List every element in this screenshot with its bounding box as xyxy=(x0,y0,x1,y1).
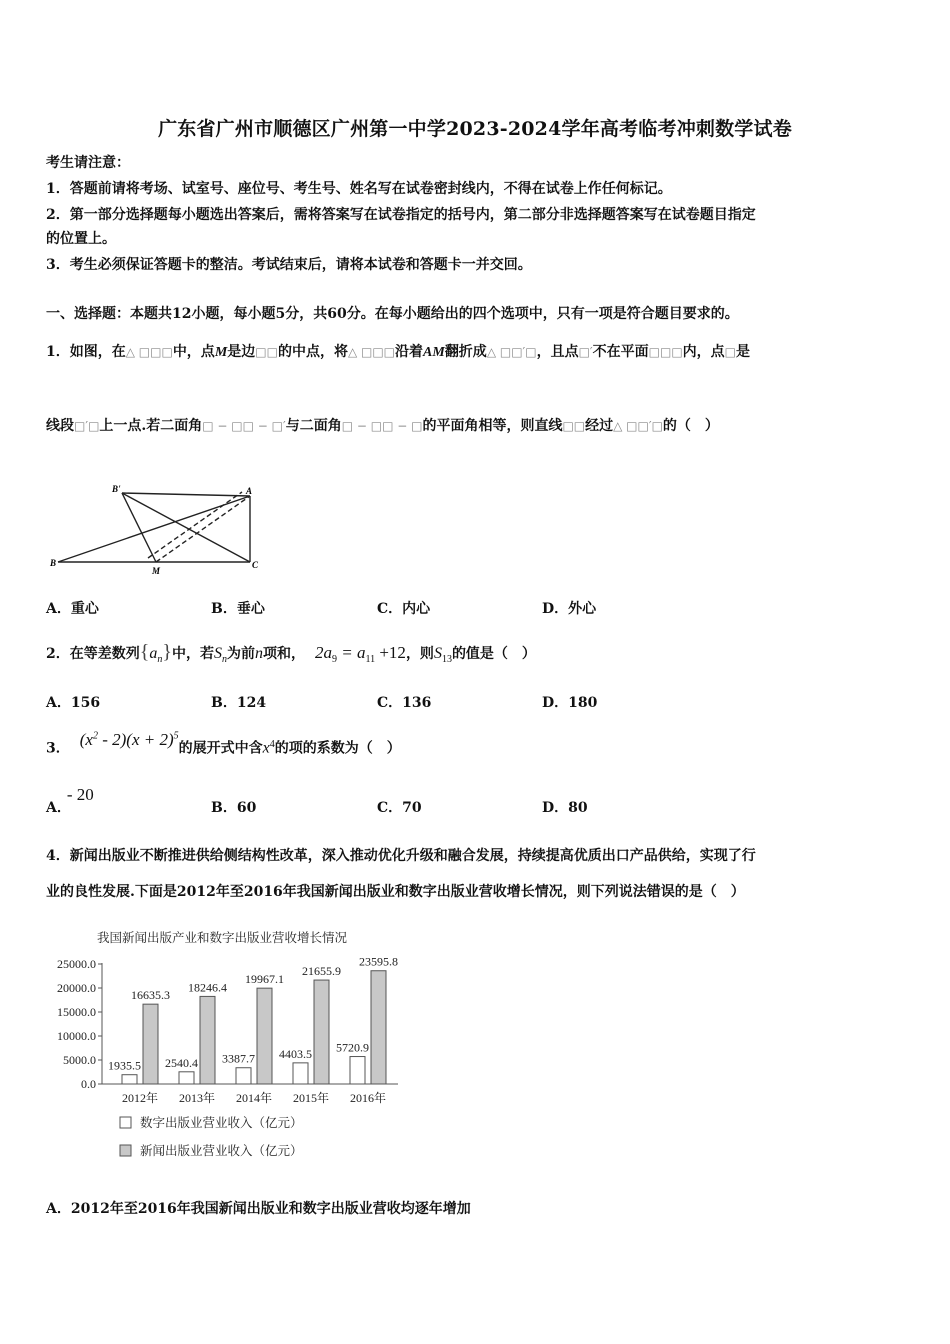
missing-formula: □ xyxy=(724,345,737,359)
legend-label: 新闻出版业营业收入（亿元） xyxy=(140,1144,303,1158)
q4-line-1: 4．新闻出版业不断推进供给侧结构性改革，深入推动优化升级和融合发展，持续提高优质出口产品供给，实现了行 xyxy=(46,848,756,864)
q2-sum: S xyxy=(433,645,442,662)
q2-option-d[interactable]: D．180 xyxy=(542,695,598,711)
q3-option-label: A． xyxy=(46,800,71,816)
q4-option-a[interactable]: A．2012年至2016年我国新闻出版业和数字出版业营收均逐年增加 xyxy=(46,1201,471,1217)
q1-text: 经过 xyxy=(585,418,614,434)
legend-swatch xyxy=(120,1145,131,1156)
x-tick-label: 2012年 xyxy=(121,1091,159,1105)
notice-item-2: 2．第一部分选择题每小题选出答案后，需将答案写在试卷指定的括号内，第二部分非选择题答案写在试卷题目指定 xyxy=(46,207,756,223)
q1-text: ，且点 xyxy=(536,344,579,360)
q1-text: 沿着 xyxy=(395,344,424,360)
segment-b1m xyxy=(122,493,156,562)
q3-option-a[interactable] xyxy=(46,785,94,817)
segment-dashed xyxy=(148,492,242,558)
missing-formula: □□ xyxy=(562,419,586,433)
bar-value-label: 19967.1 xyxy=(245,972,284,987)
bar-value-label: 16635.3 xyxy=(131,988,170,1003)
y-tick-label: 15000.0 xyxy=(57,1005,96,1019)
q1-text: 是 xyxy=(736,344,751,360)
q2-option-c[interactable]: C．136 xyxy=(377,695,432,711)
label-a: A xyxy=(246,486,253,496)
q2-text: 中，若 xyxy=(171,646,214,662)
q1-line-am: AM xyxy=(423,345,445,360)
q4-chart xyxy=(40,924,420,1169)
label-b: B xyxy=(50,558,57,568)
missing-formula: □′□ xyxy=(74,419,100,433)
q1-text: 线段 xyxy=(46,418,74,434)
missing-formula: □□ xyxy=(255,345,278,359)
legend-swatch xyxy=(120,1117,131,1128)
bar-value-label: 3387.7 xyxy=(222,1051,255,1066)
q1-option-c[interactable]: C．内心 xyxy=(377,601,431,617)
missing-formula: △ □□□ xyxy=(347,345,396,359)
q1-text: 1．如图，在 xyxy=(46,344,126,360)
q3-text: 的项的系数为（ ） xyxy=(274,740,401,757)
x-tick-label: 2015年 xyxy=(292,1091,330,1105)
q1-option-a[interactable]: A．重心 xyxy=(46,601,99,617)
bar-value-label: 5720.9 xyxy=(336,1040,369,1055)
q3-text: 3． xyxy=(46,740,70,757)
x-tick-label: 2013年 xyxy=(178,1091,216,1105)
q2-subscript: 9 xyxy=(331,653,337,665)
q3-option-c[interactable]: C．70 xyxy=(377,800,422,816)
missing-formula: △ □□′□ xyxy=(486,345,537,359)
q1-line-1 xyxy=(46,341,750,361)
q3-stem xyxy=(46,726,401,762)
bar-news xyxy=(200,996,215,1084)
label-b-prime: B' xyxy=(112,484,121,494)
q3-text: 的展开式中含 xyxy=(178,740,263,757)
q4-line-2: 业的良性发展.下面是2012年至2016年我国新闻出版业和数字出版业营收增长情况，则下列说法错误的是（ ） xyxy=(46,884,745,900)
q2-text: 为前 xyxy=(226,646,255,662)
q2-subscript: n xyxy=(221,653,227,665)
q2-text: 2．在等差数列 xyxy=(46,646,140,662)
q1-text: 的（ ） xyxy=(662,418,719,434)
bar-news xyxy=(143,1004,158,1084)
q2-subscript: 11 xyxy=(365,653,376,665)
q1-line-2 xyxy=(46,415,719,435)
missing-formula: △ □□□ xyxy=(125,345,173,359)
segment-b1a xyxy=(122,493,250,496)
q2-sum: S xyxy=(213,645,222,662)
q1-text: 翻折成 xyxy=(444,344,487,360)
q2-n: n xyxy=(254,645,263,662)
q3-option-d[interactable]: D．80 xyxy=(542,800,588,816)
q2-equation: = a xyxy=(336,643,366,662)
q3-exponent: 2 xyxy=(92,730,98,741)
q3-exponent: 4 xyxy=(269,739,275,750)
segment-b1c xyxy=(122,493,250,562)
bar-value-label: 2540.4 xyxy=(165,1055,198,1070)
y-tick-label: 25000.0 xyxy=(57,957,96,971)
q1-text: 的中点，将 xyxy=(277,344,348,360)
y-tick-label: 10000.0 xyxy=(57,1029,96,1043)
bar-news xyxy=(257,988,272,1084)
q1-text: 内，点 xyxy=(682,344,725,360)
label-m: M xyxy=(152,566,161,576)
q3-option-value: - 20 xyxy=(66,785,94,804)
q2-stem: 2．在等差数列$\{a_n\}$中，若$S_n$为前n项和， $2a_9 = a_{11} +12$，则$S_{13}$的值是（ ） xyxy=(46,641,536,665)
q2-text: 项和， xyxy=(262,646,305,662)
bar-digital xyxy=(122,1075,137,1084)
q1-text: 中，点 xyxy=(172,344,215,360)
q3-expr-part: (x xyxy=(79,729,93,749)
bar-value-label: 21655.9 xyxy=(302,964,341,979)
missing-formula: □ − □□ − □′ xyxy=(202,419,286,433)
q1-text: 与二面角 xyxy=(285,418,342,434)
label-c: C xyxy=(252,560,259,570)
q2-subscript: n xyxy=(157,653,163,665)
missing-formula: △ □□′□ xyxy=(613,419,663,433)
legend-label: 数字出版业营业收入（亿元） xyxy=(140,1116,303,1130)
q1-text: 上一点.若二面角 xyxy=(99,418,203,434)
missing-formula: □□□ xyxy=(648,345,683,359)
page-title: 广东省广州市顺德区广州第一中学2023-2024学年高考临考冲刺数学试卷 xyxy=(158,118,792,140)
x-tick-label: 2014年 xyxy=(235,1091,273,1105)
q2-equation: 2a xyxy=(314,643,332,662)
q1-text: 的平面角相等，则直线 xyxy=(422,418,563,434)
segment-am xyxy=(156,496,250,562)
section-heading: 一、选择题：本题共12小题，每小题5分，共60分。在每小题给出的四个选项中，只有一项是符合题目要求的。 xyxy=(46,306,739,322)
q2-option-a[interactable]: A．156 xyxy=(46,695,101,711)
q2-sequence: a xyxy=(149,645,158,662)
missing-formula: □′ xyxy=(578,345,593,359)
bar-news xyxy=(314,980,329,1084)
q1-point-m: M xyxy=(214,345,228,360)
q2-text: 的值是（ ） xyxy=(451,646,536,662)
q2-subscript: 13 xyxy=(441,653,452,665)
bar-news xyxy=(371,971,386,1084)
q3-expression xyxy=(80,730,179,749)
q2-text: ，则 xyxy=(405,646,434,662)
notice-item-3: 3．考生必须保证答题卡的整洁。考试结束后，请将本试卷和答题卡一并交回。 xyxy=(46,257,532,273)
q1-option-d[interactable]: D．外心 xyxy=(542,601,597,617)
chart-title: 我国新闻出版产业和数字出版业营收增长情况 xyxy=(97,931,348,945)
q1-text: 不在平面 xyxy=(592,344,649,360)
q2-option-b[interactable]: B．124 xyxy=(211,695,267,711)
bar-value-label: 1935.5 xyxy=(108,1058,141,1073)
bar-value-label: 4403.5 xyxy=(279,1046,312,1061)
bar-value-label: 18246.4 xyxy=(188,980,227,995)
x-tick-label: 2016年 xyxy=(349,1091,387,1105)
y-tick-label: 5000.0 xyxy=(63,1053,96,1067)
y-tick-label: 0.0 xyxy=(81,1077,96,1091)
q3-expr-part: - 2)(x + 2) xyxy=(97,729,174,749)
bar-digital xyxy=(293,1063,308,1084)
notice-heading: 考生请注意： xyxy=(46,155,130,171)
q1-text: 是边 xyxy=(227,344,256,360)
bar-digital xyxy=(179,1072,194,1084)
missing-formula: □ − □□ − □ xyxy=(341,419,423,433)
bar-value-label: 23595.8 xyxy=(359,954,398,969)
notice-item-2-cont: 的位置上。 xyxy=(46,231,116,247)
q3-exponent: 5 xyxy=(173,730,179,741)
q3-variable: x xyxy=(262,739,270,757)
bar-digital xyxy=(350,1057,365,1084)
q2-equation: +12 xyxy=(375,643,406,662)
y-tick-label: 20000.0 xyxy=(57,981,96,995)
q1-figure xyxy=(46,478,276,578)
notice-item-1: 1．答题前请将考场、试室号、座位号、考生号、姓名写在试卷密封线内，不得在试卷上作任何标记。 xyxy=(46,181,672,197)
q3-option-b[interactable]: B．60 xyxy=(211,800,257,816)
q1-option-b[interactable]: B．垂心 xyxy=(211,601,265,617)
bar-digital xyxy=(236,1068,251,1084)
